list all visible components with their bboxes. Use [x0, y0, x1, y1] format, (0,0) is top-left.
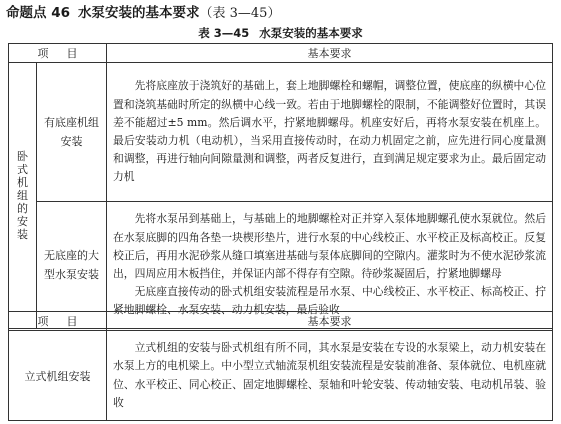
- heading-number: 命题点 46: [6, 5, 70, 21]
- header-item: 项目: [9, 44, 107, 63]
- row-label: 有底座机组安装: [44, 116, 99, 148]
- table-row: [9, 63, 553, 202]
- section-heading: [6, 2, 280, 24]
- header-requirements: 基本要求: [107, 44, 553, 63]
- header-requirements: 基本要求: [107, 312, 553, 331]
- heading-ref: （表 3—45）: [199, 6, 281, 21]
- table-header-row: [9, 44, 553, 63]
- table-row: [9, 202, 553, 329]
- caption-title: 水泵安装的基本要求: [259, 26, 363, 40]
- row-label: 立式机组安装: [9, 331, 107, 421]
- paragraph: 无底座直接传动的卧式机组安装流程是吊水泵、中心线校正、水平校正、标高校正、拧紧地脚螺栓、水泵安装、动力机安装，最后验收: [113, 285, 546, 317]
- category-cell: [9, 63, 37, 329]
- table-header-row: [9, 312, 553, 331]
- table-row: [9, 331, 553, 421]
- row-content: [107, 331, 553, 421]
- row-label-cell: [37, 202, 107, 329]
- category-label: 卧式机组的安装: [17, 150, 28, 241]
- paragraph: 立式机组的安装与卧式机组有所不同，其水泵是安装在专设的水泵梁上，动力机安装在水泵上方的电机梁上。中小型立式轴流泵机组安装流程是安装前准备、泵体就位、电机座就位、水平校正、同心校正、固定地脚螺栓、泵轴和叶轮安装、传动轴安装、电动机吊装、验收: [113, 341, 546, 409]
- table-horizontal-units: [8, 43, 553, 329]
- row-label-cell: [37, 63, 107, 202]
- row-content: [107, 63, 553, 202]
- header-item: 项目: [9, 312, 107, 331]
- heading-title: 水泵安装的基本要求: [78, 5, 200, 21]
- table-vertical-units: [8, 311, 553, 421]
- row-content: [107, 202, 553, 329]
- caption-number: 表 3—45: [198, 26, 250, 40]
- table-caption: [0, 25, 561, 41]
- paragraph: 先将底座放于浇筑好的基础上，套上地脚螺栓和螺帽，调整位置，使底座的纵横中心位置和浇筑基础时所定的纵横中心线一致。若由于地脚螺栓的限制，不能调整好位置时，其误差不能超过±5 mm。然后调水平，拧紧地脚螺母。机座安好后，再将水泵安装在机座上。最后安装动力机（电动机），当采用直接传动时，在动力机固定之前，应先进行同心度量测和调整，再进行轴向间隙量测和调整，两者反复进行，直到满足规定要求为止。最后固定动力机: [113, 79, 546, 184]
- paragraph: 先将水泵吊到基础上，与基础上的地脚螺栓对正并穿入泵体地脚螺孔使水泵就位。然后在水泵底脚的四角各垫一块楔形垫片，进行水泵的中心线校正、水平校正及标高校正。反复校正后，再用水泥砂浆从缝口填塞进基础与泵体底脚间的空隙内。灌浆时为不使水泥砂浆流出，四周应用木板挡住，并保证内部不得存有空隙。待砂浆凝固后，拧紧地脚螺母: [113, 212, 546, 280]
- row-label: 无底座的大型水泵安装: [44, 249, 99, 281]
